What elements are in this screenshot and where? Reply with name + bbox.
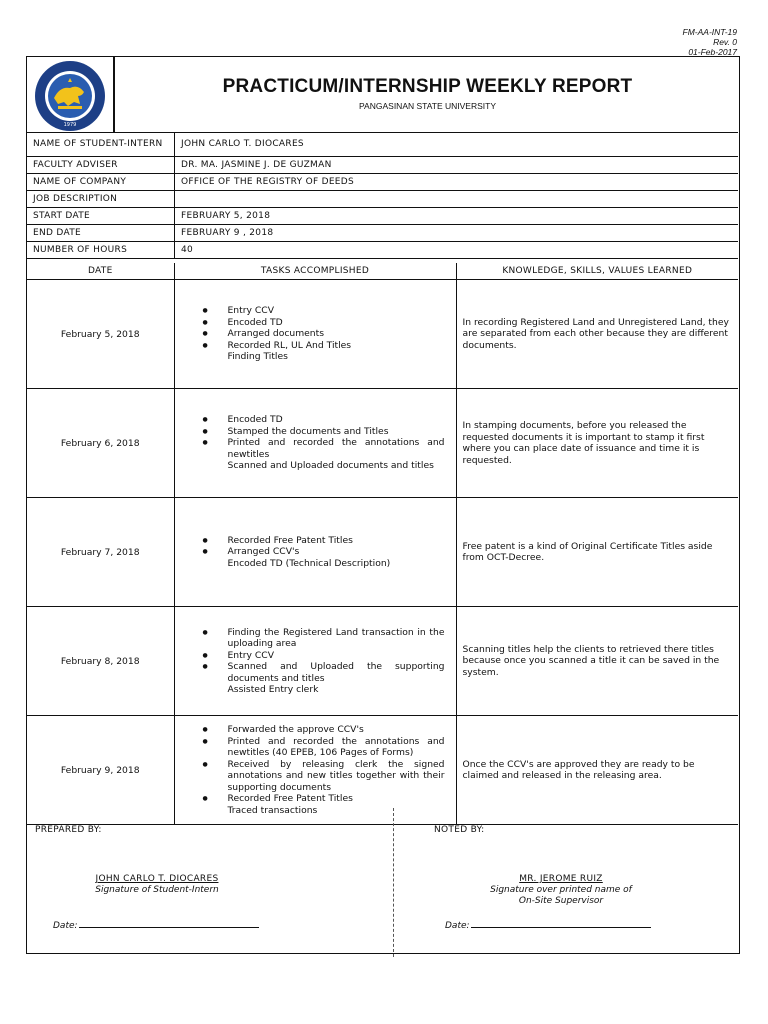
task-item-continued: Traced transactions bbox=[227, 804, 318, 816]
student-date-label: Date: bbox=[53, 921, 78, 931]
student-signature-caption: Signature of Student-Intern bbox=[95, 885, 219, 895]
info-row bbox=[27, 132, 738, 157]
entry-tasks bbox=[174, 498, 456, 607]
entry-tasks bbox=[174, 716, 456, 825]
task-item: ● Recorded Free Patent Titles bbox=[228, 793, 445, 805]
log-entry-row bbox=[27, 280, 738, 389]
info-label: END DATE bbox=[27, 225, 175, 242]
info-row bbox=[27, 242, 738, 259]
task-list bbox=[176, 414, 455, 472]
task-item: ● Printed and recorded the annotations and newtitles (40 EPEB, 106 Pages of Forms) bbox=[228, 736, 445, 759]
info-label: NAME OF COMPANY bbox=[27, 174, 175, 191]
entry-date: February 7, 2018 bbox=[27, 498, 174, 607]
task-item-continued: Finding Titles bbox=[227, 351, 288, 363]
university-name: PANGASINAN STATE UNIVERSITY bbox=[359, 101, 496, 111]
student-date-line bbox=[53, 919, 259, 931]
task-item: ● Received by releasing clerk the signed annotations and new titles together with their supporting documents bbox=[228, 759, 445, 794]
task-item: ● Encoded TD bbox=[228, 317, 445, 329]
log-header-row bbox=[27, 263, 738, 280]
info-label: NAME OF STUDENT-INTERN bbox=[27, 132, 175, 157]
prepared-by-label: PREPARED BY: bbox=[35, 825, 102, 835]
logo-separator bbox=[113, 57, 115, 132]
svg-text:1979: 1979 bbox=[63, 122, 77, 128]
student-signature-block bbox=[67, 874, 247, 896]
form-code bbox=[683, 27, 737, 57]
report-header bbox=[27, 57, 738, 133]
entry-knowledge: Free patent is a kind of Original Certificate Titles aside from OCT-Decree. bbox=[456, 498, 738, 607]
task-list bbox=[176, 627, 455, 696]
info-value: JOHN CARLO T. DIOCARES bbox=[175, 132, 739, 157]
supervisor-date-line bbox=[445, 919, 651, 931]
task-item: ● Scanned and Uploaded the supporting documents and titles bbox=[228, 661, 445, 684]
form-number: FM-AA-INT-19 bbox=[682, 27, 737, 37]
task-item: ● Forwarded the approve CCV's bbox=[228, 724, 445, 736]
task-item: ● Recorded RL, UL And Titles bbox=[228, 340, 445, 352]
noted-by-label: NOTED BY: bbox=[434, 825, 485, 835]
knowledge-column-header: KNOWLEDGE, SKILLS, VALUES LEARNED bbox=[456, 263, 738, 280]
entry-tasks bbox=[174, 607, 456, 716]
task-list bbox=[176, 724, 455, 816]
info-label: JOB DESCRIPTION bbox=[27, 191, 175, 208]
task-item: ● Arranged documents bbox=[228, 328, 445, 340]
task-item: ● Arranged CCV's bbox=[228, 546, 445, 558]
tasks-column-header: TASKS ACCOMPLISHED bbox=[174, 263, 456, 280]
task-item: ● Encoded TD bbox=[228, 414, 445, 426]
log-entry-row bbox=[27, 389, 738, 498]
info-value: FEBRUARY 5, 2018 bbox=[175, 208, 739, 225]
info-value: 40 bbox=[175, 242, 739, 259]
supervisor-signature-caption: Signature over printed name of bbox=[490, 885, 632, 895]
log-entry-row bbox=[27, 498, 738, 607]
supervisor-title: On-Site Supervisor bbox=[518, 896, 604, 906]
info-value: OFFICE OF THE REGISTRY OF DEEDS bbox=[175, 174, 739, 191]
student-name: JOHN CARLO T. DIOCARES bbox=[95, 874, 219, 884]
entry-tasks bbox=[174, 280, 456, 389]
university-seal-logo bbox=[34, 60, 106, 132]
task-item-continued: Scanned and Uploaded documents and titles bbox=[227, 460, 434, 472]
info-value: DR. MA. JASMINE J. DE GUZMAN bbox=[175, 157, 739, 174]
entry-knowledge: Scanning titles help the clients to retrieved there titles because once you scanned a title it can be saved in the system. bbox=[456, 607, 738, 716]
student-date-blank bbox=[79, 919, 259, 928]
task-item: ● Printed and recorded the annotations and newtitles bbox=[228, 437, 445, 460]
task-item: ● Entry CCV bbox=[228, 650, 445, 662]
task-item: ● Recorded Free Patent Titles bbox=[228, 535, 445, 547]
weekly-log-table bbox=[27, 263, 738, 825]
student-info-table bbox=[27, 132, 738, 259]
task-item-continued: Encoded TD (Technical Description) bbox=[227, 557, 391, 569]
task-list bbox=[176, 305, 455, 363]
entry-date: February 8, 2018 bbox=[27, 607, 174, 716]
report-title: PRACTICUM/INTERNSHIP WEEKLY REPORT bbox=[222, 76, 633, 97]
supervisor-signature-block bbox=[463, 874, 659, 907]
task-item: ● Entry CCV bbox=[228, 305, 445, 317]
entry-date: February 6, 2018 bbox=[27, 389, 174, 498]
entry-knowledge: In stamping documents, before you released the requested documents it is important to stamp it first where you can place date of issuance and time it is requested. bbox=[456, 389, 738, 498]
entry-date: February 5, 2018 bbox=[27, 280, 174, 389]
info-value bbox=[175, 191, 739, 208]
task-item: ● Finding the Registered Land transaction in the uploading area bbox=[228, 627, 445, 650]
report-form bbox=[26, 56, 740, 954]
supervisor-name: MR. JEROME RUIZ bbox=[519, 874, 603, 884]
info-label: NUMBER OF HOURS bbox=[27, 242, 175, 259]
info-row bbox=[27, 157, 738, 174]
info-row bbox=[27, 208, 738, 225]
info-row bbox=[27, 174, 738, 191]
supervisor-date-label: Date: bbox=[445, 921, 470, 931]
info-row bbox=[27, 191, 738, 208]
log-entry-row bbox=[27, 716, 738, 825]
log-entry-row bbox=[27, 607, 738, 716]
info-label: START DATE bbox=[27, 208, 175, 225]
task-item: ● Stamped the documents and Titles bbox=[228, 426, 445, 438]
entry-knowledge: In recording Registered Land and Unregistered Land, they are separated from each other because they are different documents. bbox=[456, 280, 738, 389]
form-date: 01-Feb-2017 bbox=[688, 47, 737, 57]
entry-knowledge: Once the CCV's are approved they are ready to be claimed and released in the releasing area. bbox=[456, 716, 738, 825]
task-list bbox=[176, 535, 455, 570]
info-row bbox=[27, 225, 738, 242]
entry-tasks bbox=[174, 389, 456, 498]
date-column-header: DATE bbox=[27, 263, 174, 280]
signature-divider bbox=[393, 808, 395, 957]
entry-date: February 9, 2018 bbox=[27, 716, 174, 825]
task-item-continued: Assisted Entry clerk bbox=[227, 684, 319, 695]
supervisor-date-blank bbox=[471, 919, 651, 928]
info-label: FACULTY ADVISER bbox=[27, 157, 175, 174]
info-value: FEBRUARY 9 , 2018 bbox=[175, 225, 739, 242]
form-revision: Rev. 0 bbox=[713, 37, 737, 47]
